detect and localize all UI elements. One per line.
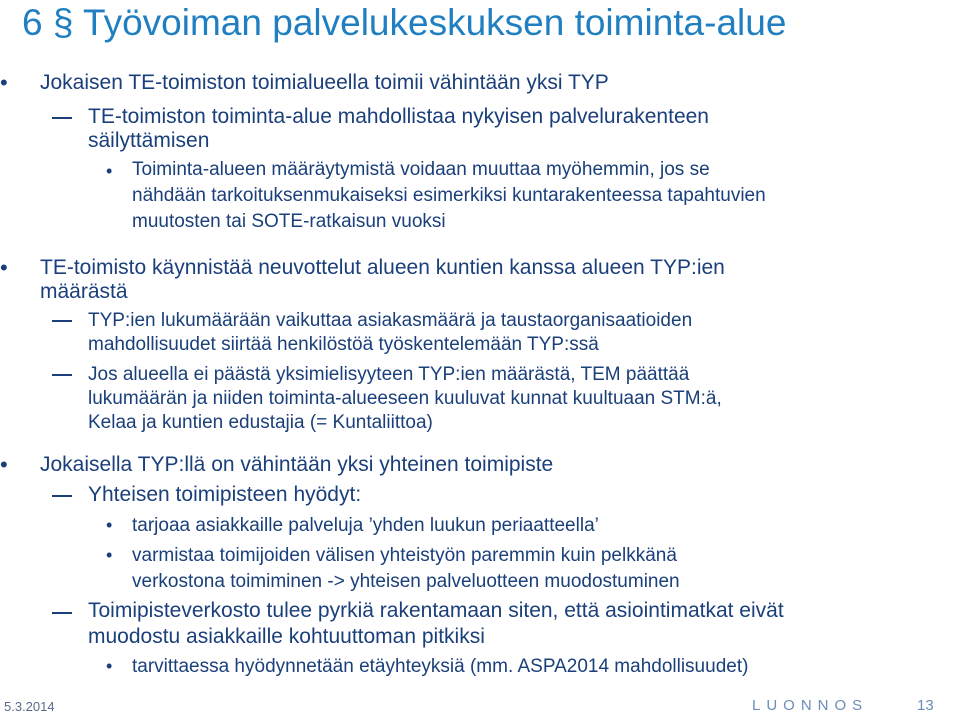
bullet-marker: • [0,70,8,95]
sub-sub-item-line: Toiminta-alueen määräytymistä voidaan muuttaa myöhemmin, jos se [132,159,710,180]
sub-sub-item [132,513,599,539]
bullet-marker: • [106,545,113,565]
sub-item-line: Jos alueella ei päästä yksimielisyyteen TYP:ien määrästä, TEM päättää [88,364,690,385]
sub-sub-item [132,543,680,595]
sub-item [88,105,709,153]
sub-sub-item-text: tarjoaa asiakkaille palveluja ’yhden luukun periaatteella’ [132,515,599,536]
sub-item-text: Yhteisen toimipisteen hyödyt: [88,483,362,506]
footer-date: 5.3.2014 [4,699,55,714]
bullet-marker: • [106,161,113,181]
bullet-text: Jokaisen TE-toimiston toimialueella toimii vähintään yksi TYP [40,71,609,94]
sub-sub-item-line: verkostona toimiminen -> yhteisen palveluotteen muodostuminen [132,571,680,592]
sub-item-line: TE-toimiston toiminta-alue mahdollistaa nykyisen palvelurakenteen [88,105,709,128]
dash-marker [52,320,72,322]
bullet-item [40,453,553,477]
sub-item [88,598,784,650]
bullet-line: määrästä [40,280,128,303]
sub-item [88,309,692,357]
bullet-item [40,256,725,304]
sub-sub-item [132,654,748,680]
bullet-marker: • [106,656,113,676]
footer-watermark: LUONNOS [752,697,869,714]
sub-sub-item-line: muutosten tai SOTE-ratkaisun vuoksi [132,211,446,232]
page-number: 13 [917,697,934,714]
bullet-item [40,71,609,95]
dash-marker [52,495,72,497]
sub-sub-item-line: nähdään tarkoituksenmukaiseksi esimerkiksi kuntarakenteessa tapahtuvien [132,185,766,206]
slide-title: 6 § Työvoiman palvelukeskuksen toiminta-alue [22,2,787,43]
sub-sub-item-text: tarvittaessa hyödynnetään etäyhteyksiä (mm. ASPA2014 mahdollisuudet) [132,656,749,677]
dash-marker [52,117,72,119]
bullet-line: TE-toimisto käynnistää neuvottelut alueen kuntien kanssa alueen TYP:ien [40,256,725,279]
bullet-marker: • [0,255,8,280]
sub-item-line: TYP:ien lukumäärään vaikuttaa asiakasmäärä ja taustaorganisaatioiden [88,310,693,331]
sub-item-line: lukumäärän ja niiden toiminta-alueeseen kuuluvat kunnat kuultuaan STM:ä, [88,388,722,409]
sub-item-line: Toimipisteverkosto tulee pyrkiä rakentamaan siten, että asiointimatkat eivät [88,599,784,622]
dash-marker [52,612,72,614]
sub-item-line: muodostu asiakkaille kohtuuttoman pitkiksi [88,625,485,648]
sub-item [88,363,722,435]
sub-item-line: säilyttämisen [88,129,210,152]
sub-item [88,483,361,507]
sub-sub-item-line: varmistaa toimijoiden välisen yhteistyön paremmin kuin pelkkänä [132,545,677,566]
bullet-text: Jokaisella TYP:llä on vähintään yksi yhteinen toimipiste [40,453,554,476]
sub-item-line: Kelaa ja kuntien edustajia (= Kuntaliittoa) [88,412,433,433]
sub-sub-item [132,157,766,235]
bullet-marker: • [0,452,8,477]
dash-marker [52,374,72,376]
bullet-marker: • [106,515,113,535]
sub-item-line: mahdollisuudet siirtää henkilöstöä työskentelemään TYP:ssä [88,334,599,355]
